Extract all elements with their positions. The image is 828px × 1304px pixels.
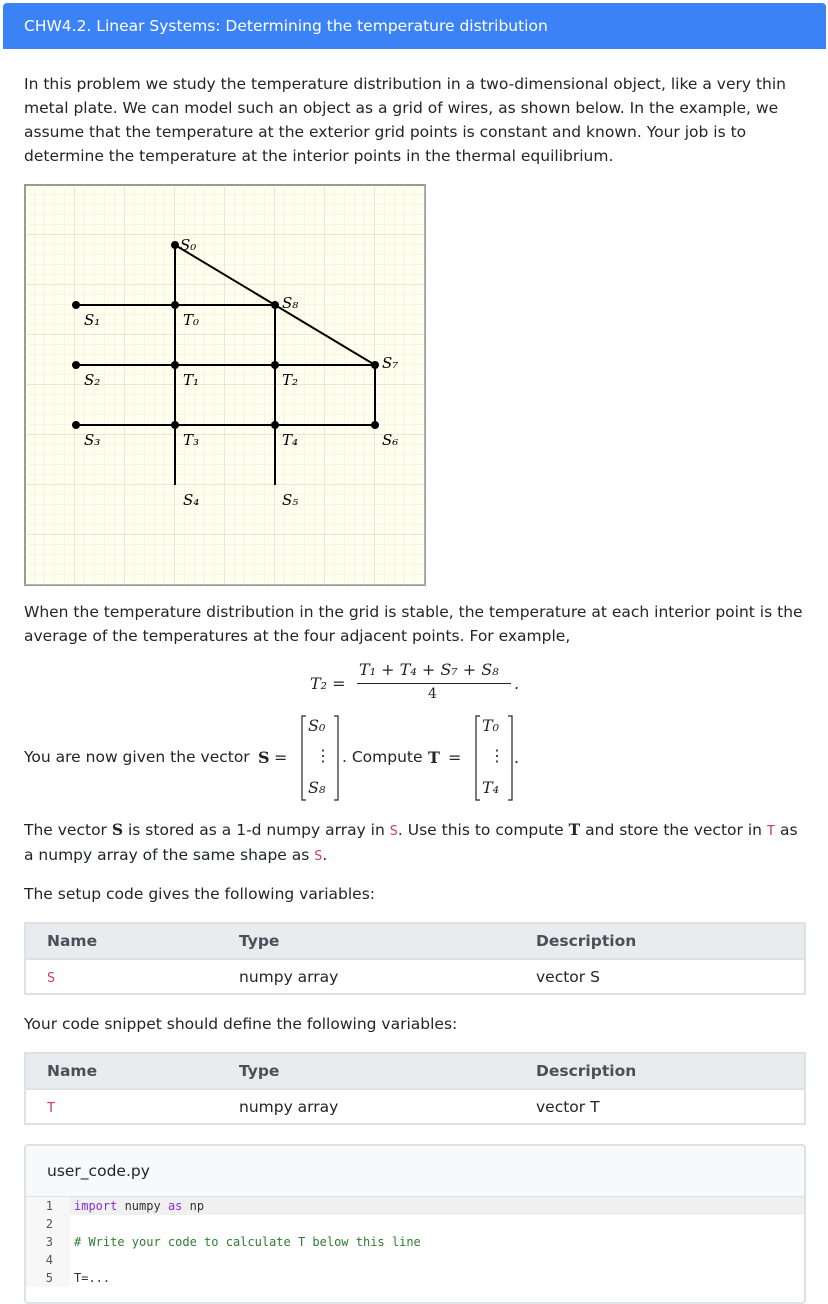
label-s4: S₄: [183, 491, 200, 509]
define-text: Your code snippet should define the following variables:: [24, 1015, 458, 1033]
t-vector-bottom: T₄: [482, 778, 500, 797]
code-filename: user_code.py: [26, 1146, 804, 1197]
fraction-bar: [357, 683, 511, 684]
code-line-3[interactable]: 3 # Write your code to calculate T below this line: [26, 1233, 804, 1251]
column-header-name: Name: [25, 1053, 218, 1089]
code-ref-s: S: [389, 823, 398, 839]
equation-period: .: [514, 674, 520, 693]
label-s0: S₀: [180, 236, 197, 254]
table-row: [25, 1089, 805, 1124]
code-line-2[interactable]: [26, 1215, 804, 1233]
variable-type: numpy array: [239, 1097, 339, 1116]
line-number: 4: [26, 1251, 70, 1269]
question-title-bar: [3, 3, 826, 49]
intro-paragraph: In this problem we study the temperature distribution in a two-dimensional object, like a very thin metal plate. We can model such an object as a grid of wires, as shown below. In the example, we assume that the temperature at the exterior grid points is constant and known. Your job is to determine the temperature at the interior points in the thermal equilibrium.: [24, 75, 787, 165]
code-line-1[interactable]: 1 import numpy as np: [26, 1197, 804, 1215]
t-vector-top: T₀: [482, 716, 500, 735]
column-header-description: Description: [515, 1053, 805, 1089]
given-prefix: You are now given the vector: [24, 748, 250, 766]
code-lines[interactable]: [26, 1197, 804, 1287]
given-equals: =: [274, 748, 288, 767]
label-t1: T₁: [183, 371, 200, 389]
code-ref-t: T: [766, 823, 776, 839]
s-vector-dots: ⋮: [315, 746, 331, 765]
line-number: 5: [26, 1269, 70, 1287]
line-number: 3: [26, 1233, 70, 1251]
variable-name: S: [47, 969, 56, 986]
line-number: 2: [26, 1215, 70, 1233]
setup-variables-table: [24, 922, 806, 995]
label-s1: S₁: [84, 311, 101, 329]
label-t0: T₀: [183, 311, 200, 329]
variable-description: vector S: [536, 967, 600, 986]
label-s7: S₇: [382, 354, 399, 372]
code-editor[interactable]: [24, 1144, 806, 1304]
equation-numerator: T₁ + T₄ + S₇ + S₈: [359, 660, 499, 679]
label-t2: T₂: [282, 371, 299, 389]
variable-description: vector T: [536, 1097, 600, 1116]
define-variables-table: [24, 1052, 806, 1125]
label-s2: S₂: [84, 371, 101, 389]
wire-grid-figure: [24, 184, 426, 586]
stable-paragraph: When the temperature distribution in the grid is stable, the temperature at each interior point is the average of the temperatures at the four adjacent points. For example,: [24, 603, 803, 645]
column-header-description: Description: [515, 923, 805, 959]
given-equals-2: =: [448, 748, 462, 767]
s-vector-bottom: S₈: [308, 778, 326, 797]
label-s8: S₈: [282, 294, 299, 312]
given-period: .: [514, 748, 520, 767]
s-vector-top: S₀: [308, 716, 326, 735]
code-line-4[interactable]: [26, 1251, 804, 1269]
table-row: [25, 959, 805, 994]
equation-lhs: T₂ =: [310, 674, 346, 693]
variable-type: numpy array: [239, 967, 339, 986]
label-s5: S₅: [282, 491, 299, 509]
given-t-symbol: T: [428, 748, 440, 767]
column-header-name: Name: [25, 923, 218, 959]
storage-paragraph: The vector S is stored as a 1-d numpy array in S. Use this to compute T and store the vector in T as a numpy array of the same shape as S.: [24, 820, 798, 864]
given-compute: . Compute: [342, 748, 423, 766]
label-s6: S₆: [382, 431, 399, 449]
question-title: CHW4.2. Linear Systems: Determining the temperature distribution: [24, 17, 548, 35]
t-vector-dots: ⋮: [489, 746, 505, 765]
given-s-symbol: S: [258, 748, 270, 767]
variable-name: T: [47, 1099, 56, 1116]
line-number: 1: [26, 1197, 70, 1215]
code-ref-s-2: S: [314, 848, 323, 864]
label-t3: T₃: [183, 431, 200, 449]
column-header-type: Type: [218, 1053, 515, 1089]
equation-denominator: 4: [428, 686, 437, 702]
label-t4: T₄: [282, 431, 299, 449]
column-header-type: Type: [218, 923, 515, 959]
code-line-5[interactable]: 5 T=...: [26, 1269, 804, 1287]
label-s3: S₃: [84, 431, 101, 449]
setup-text: The setup code gives the following variables:: [24, 885, 375, 903]
